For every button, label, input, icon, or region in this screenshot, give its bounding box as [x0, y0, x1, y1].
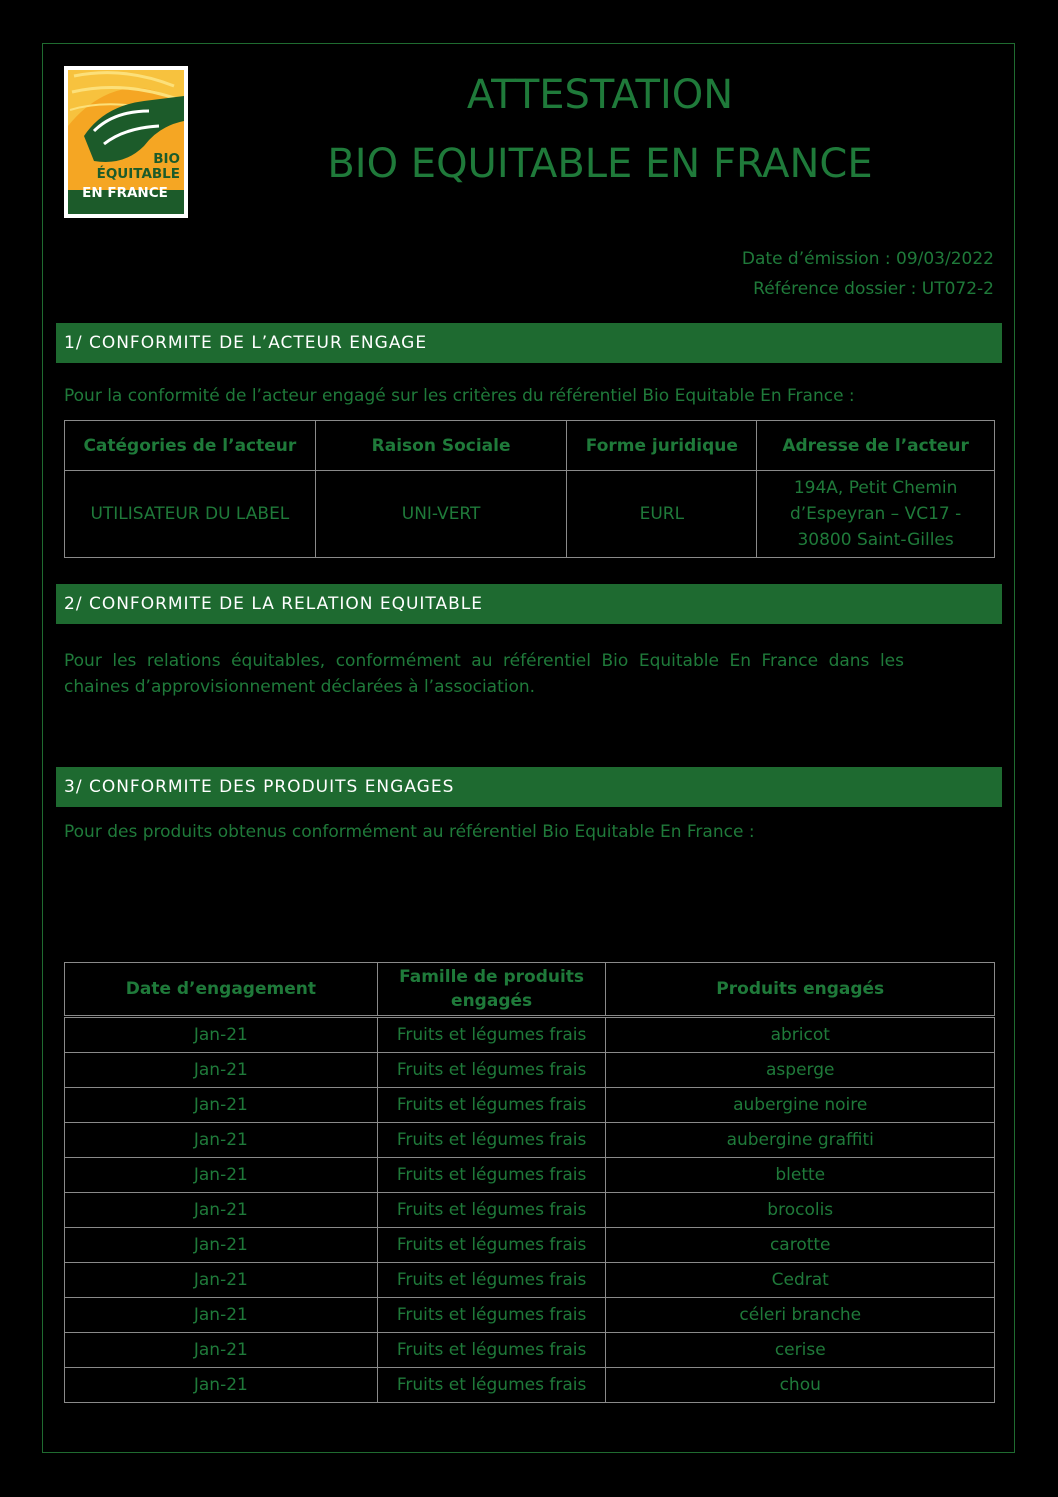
product-family: Fruits et légumes frais [377, 1368, 606, 1403]
product-name: blette [606, 1158, 995, 1193]
section3-intro: Pour des produits obtenus conformément au référentiel Bio Equitable En France : [64, 822, 755, 842]
product-name: asperge [606, 1053, 995, 1088]
table-row [65, 1123, 995, 1158]
actor-form: EURL [567, 471, 757, 558]
product-name: Cedrat [606, 1263, 995, 1298]
product-family: Fruits et légumes frais [377, 1263, 606, 1298]
engagement-date: Jan-21 [65, 1123, 378, 1158]
engagement-date: Jan-21 [65, 1368, 378, 1403]
header-name: Raison Sociale [315, 421, 567, 471]
engagement-date: Jan-21 [65, 1158, 378, 1193]
product-name: carotte [606, 1228, 995, 1263]
logo-text-en-france: EN FRANCE [82, 185, 168, 201]
section1-heading: 1/ CONFORMITE DE L’ACTEUR ENGAGE [56, 323, 1002, 363]
section2-text: Pour les relations équitables, conformément au référentiel Bio Equitable En France dans les chaines d’approvisionnement déclarées à l’association. [64, 651, 904, 697]
header-date: Date d’engagement [65, 963, 378, 1017]
engagement-date: Jan-21 [65, 1017, 378, 1053]
product-name: cerise [606, 1333, 995, 1368]
table-row [65, 1368, 995, 1403]
address-line: 194A, Petit Chemin [793, 478, 958, 498]
table-row [65, 1158, 995, 1193]
issue-date: Date d’émission : 09/03/2022 [741, 249, 994, 269]
product-name: chou [606, 1368, 995, 1403]
table-row [65, 1333, 995, 1368]
table-row [65, 1053, 995, 1088]
title-bio-equitable: BIO EQUITABLE EN FRANCE [327, 141, 873, 187]
product-name: brocolis [606, 1193, 995, 1228]
product-name: aubergine graffiti [606, 1123, 995, 1158]
table-row [65, 1298, 995, 1333]
header-form: Forme juridique [567, 421, 757, 471]
address-line: 30800 Saint-Gilles [797, 530, 954, 550]
section1-intro: Pour la conformité de l’acteur engagé sur les critères du référentiel Bio Equitable En France : [64, 386, 855, 406]
product-family: Fruits et légumes frais [377, 1228, 606, 1263]
product-family: Fruits et légumes frais [377, 1088, 606, 1123]
engagement-date: Jan-21 [65, 1193, 378, 1228]
product-name: abricot [606, 1017, 995, 1053]
logo-text-bio: BIO [153, 151, 180, 167]
product-family: Fruits et légumes frais [377, 1333, 606, 1368]
product-family: Fruits et légumes frais [377, 1158, 606, 1193]
table-row [65, 1263, 995, 1298]
actor-name: UNI-VERT [315, 471, 567, 558]
logo-text-equitable: ÉQUITABLE [96, 166, 180, 182]
engagement-date: Jan-21 [65, 1053, 378, 1088]
product-name: céleri branche [606, 1298, 995, 1333]
product-family: Fruits et légumes frais [377, 1193, 606, 1228]
actor-address [757, 471, 995, 558]
table-row [65, 1088, 995, 1123]
header-family-line: engagés [451, 991, 533, 1011]
header-address: Adresse de l’acteur [757, 421, 995, 471]
product-family: Fruits et légumes frais [377, 1123, 606, 1158]
bio-equitable-logo [64, 66, 188, 218]
product-family: Fruits et légumes frais [377, 1053, 606, 1088]
header-products: Produits engagés [606, 963, 995, 1017]
header-family-line: Famille de produits [399, 967, 585, 987]
engagement-date: Jan-21 [65, 1333, 378, 1368]
file-reference: Référence dossier : UT072-2 [753, 279, 994, 299]
product-family: Fruits et légumes frais [377, 1017, 606, 1053]
section2-heading: 2/ CONFORMITE DE LA RELATION EQUITABLE [56, 584, 1002, 624]
title-attestation: ATTESTATION [466, 72, 734, 118]
actor-table [64, 420, 995, 558]
products-table [64, 962, 995, 1403]
address-line: d’Espeyran – VC17 - [789, 504, 962, 524]
header-category: Catégories de l’acteur [65, 421, 316, 471]
engagement-date: Jan-21 [65, 1263, 378, 1298]
header-family [377, 963, 606, 1017]
table-row [65, 1017, 995, 1053]
actor-category: UTILISATEUR DU LABEL [65, 471, 316, 558]
table-row [65, 1228, 995, 1263]
engagement-date: Jan-21 [65, 1298, 378, 1333]
engagement-date: Jan-21 [65, 1228, 378, 1263]
product-name: aubergine noire [606, 1088, 995, 1123]
section3-heading: 3/ CONFORMITE DES PRODUITS ENGAGES [56, 767, 1002, 807]
product-family: Fruits et légumes frais [377, 1298, 606, 1333]
engagement-date: Jan-21 [65, 1088, 378, 1123]
table-row [65, 1193, 995, 1228]
